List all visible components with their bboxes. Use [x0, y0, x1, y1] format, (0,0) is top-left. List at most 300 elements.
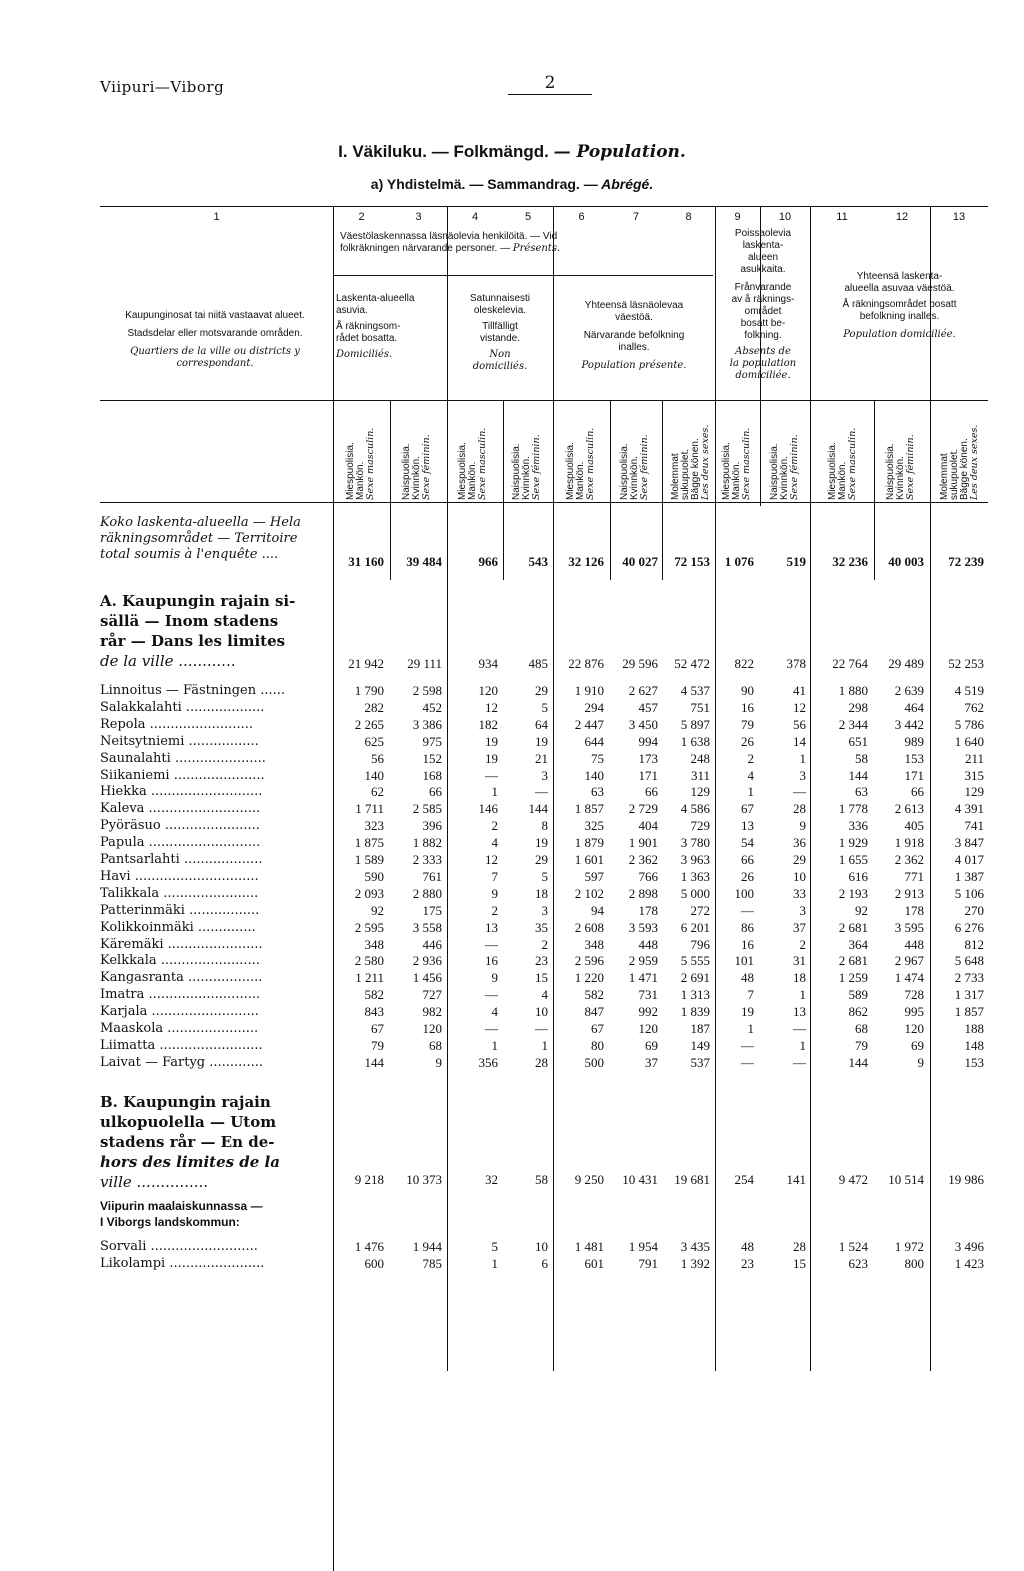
table-cell: 2 967	[894, 953, 924, 969]
table-cell: 4	[747, 767, 754, 783]
table-cell: 2 102	[574, 885, 604, 901]
table-cell: 2 729	[628, 801, 658, 817]
table-cell: 1 655	[838, 852, 868, 867]
table-cell: 519	[786, 554, 806, 569]
total-l2: räkningsområdet — Territoire	[100, 531, 298, 546]
table-cell: 2 362	[894, 852, 924, 867]
table-cell: 15	[793, 1255, 806, 1271]
row-label: Karjala ..........................	[100, 1004, 259, 1020]
table-cell: —	[741, 1037, 754, 1053]
page-number: 2	[508, 73, 592, 95]
table-cell: 58	[855, 750, 868, 766]
rule-head-bottom	[100, 502, 988, 503]
table-cell: 1 857	[954, 1004, 984, 1020]
row-label: Papula ...........................	[100, 835, 261, 851]
table-cell: 72 239	[948, 554, 984, 569]
both-sv: Bägge könen.	[959, 438, 970, 500]
table-cell: 3	[541, 767, 548, 783]
table-cell: 16	[741, 936, 754, 952]
table-cell: 2 936	[412, 953, 442, 969]
tmp-sv2: vistande.	[479, 333, 521, 344]
table-cell: 4 537	[680, 683, 710, 698]
table-cell: 1 589	[354, 852, 384, 867]
table-cell: 995	[904, 1004, 924, 1020]
table-cell: 761	[422, 868, 442, 884]
table-cell: 1 392	[680, 1255, 710, 1271]
table-cell: 3 496	[954, 1239, 984, 1254]
table-cell: 19 986	[948, 1172, 984, 1187]
table-cell: 1 313	[680, 987, 710, 1003]
table-cell: 41	[793, 683, 806, 698]
table-cell: 2 681	[838, 919, 868, 935]
table-cell: 48	[741, 970, 754, 986]
col-both	[670, 405, 712, 500]
table-cell: 2 880	[412, 885, 442, 901]
table-cell: 2 608	[574, 919, 604, 935]
table-cell: 9 250	[574, 1172, 604, 1187]
table-cell: 175	[422, 902, 442, 918]
table-cell: 651	[848, 733, 868, 749]
table-cell: 6 276	[954, 919, 984, 935]
both-fi1: Molemmat	[939, 453, 950, 500]
table-cell: 86	[741, 919, 754, 935]
table-cell: 26	[741, 868, 754, 884]
abs-fr3: domiciliée.	[735, 370, 791, 381]
col-male	[722, 405, 752, 500]
table-cell: 1 944	[412, 1239, 442, 1254]
table-cell: 5 000	[680, 885, 710, 901]
table-cell: 2 733	[954, 970, 984, 986]
table-cell: 446	[422, 936, 442, 952]
female-fr: Sexe féminin.	[531, 434, 542, 500]
table-cell: 405	[904, 818, 924, 834]
table-cell: 762	[964, 699, 984, 715]
table-cell: 601	[584, 1255, 604, 1271]
table-cell: 1	[799, 987, 806, 1003]
colnum: 8	[685, 211, 692, 223]
table-cell: 67	[591, 1021, 604, 1036]
table-cell: 2 691	[680, 970, 710, 986]
table-cell: 2 333	[412, 852, 442, 867]
table-cell: 1	[491, 1255, 498, 1271]
table-cell: 1 839	[680, 1004, 710, 1020]
table-cell: 10 431	[622, 1172, 658, 1187]
table-cell: 188	[964, 1021, 984, 1036]
table-cell: 3 593	[628, 919, 658, 935]
table-cell: 40 027	[622, 554, 658, 569]
table-cell: 29	[535, 852, 548, 867]
total-l1: Koko laskenta-alueella — Hela	[100, 515, 301, 530]
table-cell: 32 236	[832, 554, 868, 569]
abs-sv5: folkning.	[744, 330, 782, 341]
table-cell: 771	[904, 868, 924, 884]
table-cell: 270	[964, 902, 984, 918]
table-cell: 1 640	[954, 733, 984, 749]
table-cell: 79	[855, 1037, 868, 1053]
table-cell: 29 596	[622, 656, 658, 671]
section-a-label	[100, 591, 330, 671]
table-cell: 168	[422, 767, 442, 783]
table-cell: 982	[422, 1004, 442, 1020]
table-cell: 843	[364, 1004, 384, 1020]
table-cell: 336	[848, 818, 868, 834]
table-cell: 282	[364, 699, 384, 715]
table-cell: 9	[491, 970, 498, 986]
table-cell: —	[485, 987, 498, 1003]
table-cell: 10	[535, 1004, 548, 1020]
dom-fr: Domiciliés.	[336, 349, 393, 360]
b-l4: hors des limites de la	[100, 1153, 280, 1171]
table-cell: 812	[964, 936, 984, 952]
female-fi: Naispuolisia.	[885, 443, 896, 500]
table-cell: 582	[364, 987, 384, 1003]
table-cell: 625	[364, 733, 384, 749]
row-label: Hiekka ...........................	[100, 784, 263, 800]
table-cell: 94	[591, 902, 604, 918]
table-cell: 10 514	[888, 1172, 924, 1187]
stub-sv: Stadsdelar eller motsvarande områden.	[127, 328, 303, 339]
table-cell: 56	[371, 750, 384, 766]
col-male	[346, 405, 376, 500]
table-cell: 1 711	[355, 801, 384, 817]
male-fr: Sexe masculin.	[477, 427, 488, 500]
table-cell: 31	[793, 953, 806, 969]
group-present-l1: Väestölaskennassa läsnäolevia henkilöitä. — Vid	[340, 231, 558, 242]
col-female	[886, 405, 916, 500]
table-cell: 2	[541, 936, 548, 952]
table-cell: 29 111	[407, 656, 442, 671]
table-cell: 140	[364, 767, 384, 783]
female-sv: Kvinnkön.	[629, 456, 640, 500]
row-label: Kelkkala ........................	[100, 953, 260, 969]
table-cell: 404	[638, 818, 658, 834]
vrule	[662, 400, 663, 580]
table-cell: 63	[855, 784, 868, 800]
table-cell: 2 681	[838, 953, 868, 969]
table-cell: 464	[904, 699, 924, 715]
table-cell: 1	[799, 750, 806, 766]
table-cell: —	[485, 767, 498, 783]
col-female	[770, 405, 800, 500]
table-cell: 5 786	[954, 716, 984, 732]
table-cell: 19	[485, 733, 498, 749]
female-fr: Sexe féminin.	[789, 434, 800, 500]
male-fr: Sexe masculin.	[741, 427, 752, 500]
rule-top	[100, 206, 988, 207]
table-cell: 12	[485, 852, 498, 867]
table-cell: 1 423	[954, 1255, 984, 1271]
table-cell: 54	[741, 835, 754, 851]
table-cell: 13	[793, 1004, 806, 1020]
male-sv: Mankön.	[355, 461, 366, 500]
table-cell: 396	[422, 818, 442, 834]
table-cell: 66	[741, 852, 754, 867]
row-label: Kangasranta ..................	[100, 970, 263, 986]
table-cell: 989	[904, 733, 924, 749]
table-cell: 348	[584, 936, 604, 952]
table-cell: 9	[917, 1054, 924, 1070]
table-cell: 500	[584, 1054, 604, 1070]
table-cell: 19	[535, 733, 548, 749]
male-sv: Mankön.	[467, 461, 478, 500]
table-cell: 590	[364, 868, 384, 884]
table-cell: 8	[541, 818, 548, 834]
table-cell: 254	[734, 1172, 754, 1187]
table-cell: 934	[478, 656, 498, 671]
colnum: 7	[632, 211, 640, 223]
row-label: Likolampi .......................	[100, 1255, 265, 1271]
table-cell: 16	[485, 953, 498, 969]
table-cell: 79	[741, 716, 754, 732]
table-cell: 457	[638, 699, 658, 715]
table-cell: 66	[911, 784, 924, 800]
table-cell: 3 386	[412, 716, 442, 732]
table-cell: 2 447	[574, 716, 604, 732]
table-cell: 10 373	[406, 1172, 442, 1187]
table-cell: 2 627	[628, 683, 658, 698]
table-cell: 16	[741, 699, 754, 715]
row-label: Pyöräsuo .......................	[100, 818, 260, 834]
table-cell: 1 901	[628, 835, 658, 851]
table-cell: 21 942	[348, 656, 384, 671]
table-cell: 148	[964, 1037, 984, 1053]
group-present-fr: Présents.	[512, 243, 561, 254]
table-cell: 2 093	[354, 885, 384, 901]
table-cell: 7	[491, 868, 498, 884]
table-cell: 37	[793, 919, 806, 935]
table-cell: 72 153	[674, 554, 710, 569]
table-cell: 153	[904, 750, 924, 766]
row-label: Talikkala .......................	[100, 885, 259, 901]
table-cell: 5	[491, 1239, 498, 1254]
a-l4: de la ville ............	[100, 652, 236, 670]
table-cell: 67	[371, 1021, 384, 1036]
table-cell: 582	[584, 987, 604, 1003]
table-cell: 1 601	[574, 852, 604, 867]
table-cell: 68	[429, 1037, 442, 1053]
vrule	[874, 400, 875, 580]
male-fi: Miespuolisia.	[345, 442, 356, 500]
dom-fi2: asuvia.	[336, 305, 368, 316]
tmp-sv1: Tillfälligt	[482, 321, 518, 332]
table-cell: 12	[485, 699, 498, 715]
table-cell: 1 918	[894, 835, 924, 851]
a-l2: sällä — Inom stadens	[100, 612, 279, 630]
table-cell: 9 218	[354, 1172, 384, 1187]
table-cell: 1 259	[838, 970, 868, 986]
table-cell: 37	[645, 1054, 658, 1070]
table-cell: 9	[491, 885, 498, 901]
table-cell: 847	[584, 1004, 604, 1020]
td-fr: Population domiciliée.	[843, 329, 956, 340]
table-cell: 4 391	[954, 801, 984, 817]
table-cell: 2 595	[354, 919, 384, 935]
table-cell: 75	[591, 750, 604, 766]
table-cell: 144	[364, 1054, 384, 1070]
table-cell: 1 929	[838, 835, 868, 851]
table-cell: —	[741, 902, 754, 918]
running-header: Viipuri—Viborg	[100, 78, 225, 96]
table-cell: 3 847	[954, 835, 984, 851]
abs-fi4: asukkaita.	[740, 264, 786, 275]
table-cell: 1	[799, 1037, 806, 1053]
table-cell: 272	[690, 902, 710, 918]
table-cell: 3 442	[894, 716, 924, 732]
group-present-l2: folkräkningen närvarande personer. —	[340, 243, 511, 254]
both-fr: Les deux sexes.	[700, 424, 711, 500]
table-cell: 63	[591, 784, 604, 800]
group-header-present	[340, 231, 710, 255]
colnum: 11	[836, 211, 848, 223]
table-cell: 731	[638, 987, 658, 1003]
table-cell: 1 638	[680, 733, 710, 749]
colnum: 1	[213, 211, 220, 223]
male-sv: Mankön.	[731, 461, 742, 500]
table-cell: 5 897	[680, 716, 710, 732]
table-cell: 39 484	[406, 554, 442, 569]
title-fi: I. Väkiluku.	[338, 142, 427, 161]
colnum: 6	[578, 211, 585, 223]
table-cell: 1	[491, 1037, 498, 1053]
table-cell: 22 876	[568, 656, 604, 671]
table-cell: 69	[911, 1037, 924, 1053]
row-label: Havi ..............................	[100, 868, 259, 884]
table-cell: 19	[485, 750, 498, 766]
table-cell: 129	[690, 784, 710, 800]
male-fi: Miespuolisia.	[827, 442, 838, 500]
table-cell: 32	[485, 1172, 498, 1187]
table-cell: 171	[638, 767, 658, 783]
table-cell: 597	[584, 868, 604, 884]
row-label: Saunalahti ......................	[100, 750, 266, 766]
table-cell: 48	[741, 1239, 754, 1254]
table-cell: 994	[638, 733, 658, 749]
table-cell: 211	[964, 750, 984, 766]
header-total-present	[556, 300, 712, 372]
dom-sv1: Å räkningsom-	[336, 321, 401, 332]
table-cell: 311	[690, 767, 710, 783]
table-cell: 822	[734, 656, 754, 671]
table-cell: 2 596	[574, 953, 604, 969]
table-cell: 14	[793, 733, 806, 749]
table-cell: —	[535, 784, 548, 800]
table-cell: 152	[422, 750, 442, 766]
table-cell: 589	[848, 987, 868, 1003]
rural-l1: Viipurin maalaiskunnassa —	[100, 1199, 263, 1213]
row-label: Pantsarlahti ...................	[100, 852, 263, 867]
female-fr: Sexe féminin.	[421, 434, 432, 500]
table-cell: 5 648	[954, 953, 984, 969]
table-cell: 448	[638, 936, 658, 952]
table-cell: 153	[964, 1054, 984, 1070]
colnum: 12	[895, 211, 909, 223]
col-female	[402, 405, 432, 500]
table-cell: 36	[793, 835, 806, 851]
subtitle-fr: — Abrégé.	[583, 176, 654, 192]
abs-fr1: Absents de	[735, 346, 791, 357]
table-cell: 2 362	[628, 852, 658, 867]
table-cell: 120	[478, 683, 498, 698]
table-cell: 485	[528, 656, 548, 671]
table-cell: 2 344	[838, 716, 868, 732]
dom-fi1: Laskenta-alueella	[336, 293, 415, 304]
male-sv: Mankön.	[837, 461, 848, 500]
tmp-fr2: domiciliés.	[472, 361, 528, 372]
female-sv: Kvinnkön.	[779, 456, 790, 500]
table-cell: 146	[478, 801, 498, 817]
stub-fi: Kaupunginosat tai niitä vastaavat alueet.	[125, 310, 305, 321]
section-rural-label	[100, 1198, 330, 1230]
table-cell: —	[793, 1054, 806, 1070]
table-cell: 56	[793, 716, 806, 732]
table-cell: 1 471	[628, 970, 658, 986]
b-l2: ulkopuolella — Utom	[100, 1113, 277, 1131]
table-cell: 1	[747, 784, 754, 800]
table-cell: 101	[734, 953, 754, 969]
header-absent	[717, 228, 809, 382]
table-cell: 2	[799, 936, 806, 952]
table-cell: 325	[584, 818, 604, 834]
table-cell: 1 211	[355, 970, 384, 986]
table-cell: 178	[638, 902, 658, 918]
stub-header	[110, 310, 320, 370]
table-cell: 1 857	[574, 801, 604, 817]
table-cell: 58	[535, 1172, 548, 1187]
table-cell: 1 882	[412, 835, 442, 851]
table-cell: —	[793, 784, 806, 800]
vrule	[390, 400, 391, 580]
row-label: Linnoitus — Fästningen ......	[100, 683, 286, 698]
table-cell: 6	[541, 1255, 548, 1271]
table-cell: 348	[364, 936, 384, 952]
table-cell: 3 963	[680, 852, 710, 867]
table-cell: 3 558	[412, 919, 442, 935]
table-cell: 67	[741, 801, 754, 817]
table-cell: 3	[799, 767, 806, 783]
table-cell: 7	[747, 987, 754, 1003]
table-cell: 4	[491, 1004, 498, 1020]
section-total-label	[100, 515, 330, 563]
table-cell: 644	[584, 733, 604, 749]
table-cell: 2 639	[894, 683, 924, 698]
table-cell: 800	[904, 1255, 924, 1271]
table-cell: 2 913	[894, 885, 924, 901]
col-both	[936, 405, 984, 500]
table-cell: 144	[848, 1054, 868, 1070]
table-cell: 35	[535, 919, 548, 935]
table-cell: 120	[638, 1021, 658, 1036]
table-cell: 791	[638, 1255, 658, 1271]
both-fi2: sukupuolet.	[949, 448, 960, 500]
table-cell: 766	[638, 868, 658, 884]
table-cell: 975	[422, 733, 442, 749]
table-cell: 452	[422, 699, 442, 715]
table-cell: 80	[591, 1037, 604, 1053]
table-cell: —	[741, 1054, 754, 1070]
subtitle-fi: a) Yhdistelmä.	[370, 176, 466, 192]
tp-sv1: Närvarande befolkning	[583, 330, 685, 341]
table-cell: 19 681	[674, 1172, 710, 1187]
table-cell: 144	[848, 767, 868, 783]
table-cell: 26	[741, 733, 754, 749]
table-cell: 149	[690, 1037, 710, 1053]
table-cell: 1 476	[354, 1239, 384, 1254]
b-l5: ville ...............	[100, 1173, 209, 1191]
table-cell: —	[793, 1021, 806, 1036]
table-cell: —	[485, 1021, 498, 1036]
table-cell: 3 435	[680, 1239, 710, 1254]
col-male	[566, 405, 596, 500]
